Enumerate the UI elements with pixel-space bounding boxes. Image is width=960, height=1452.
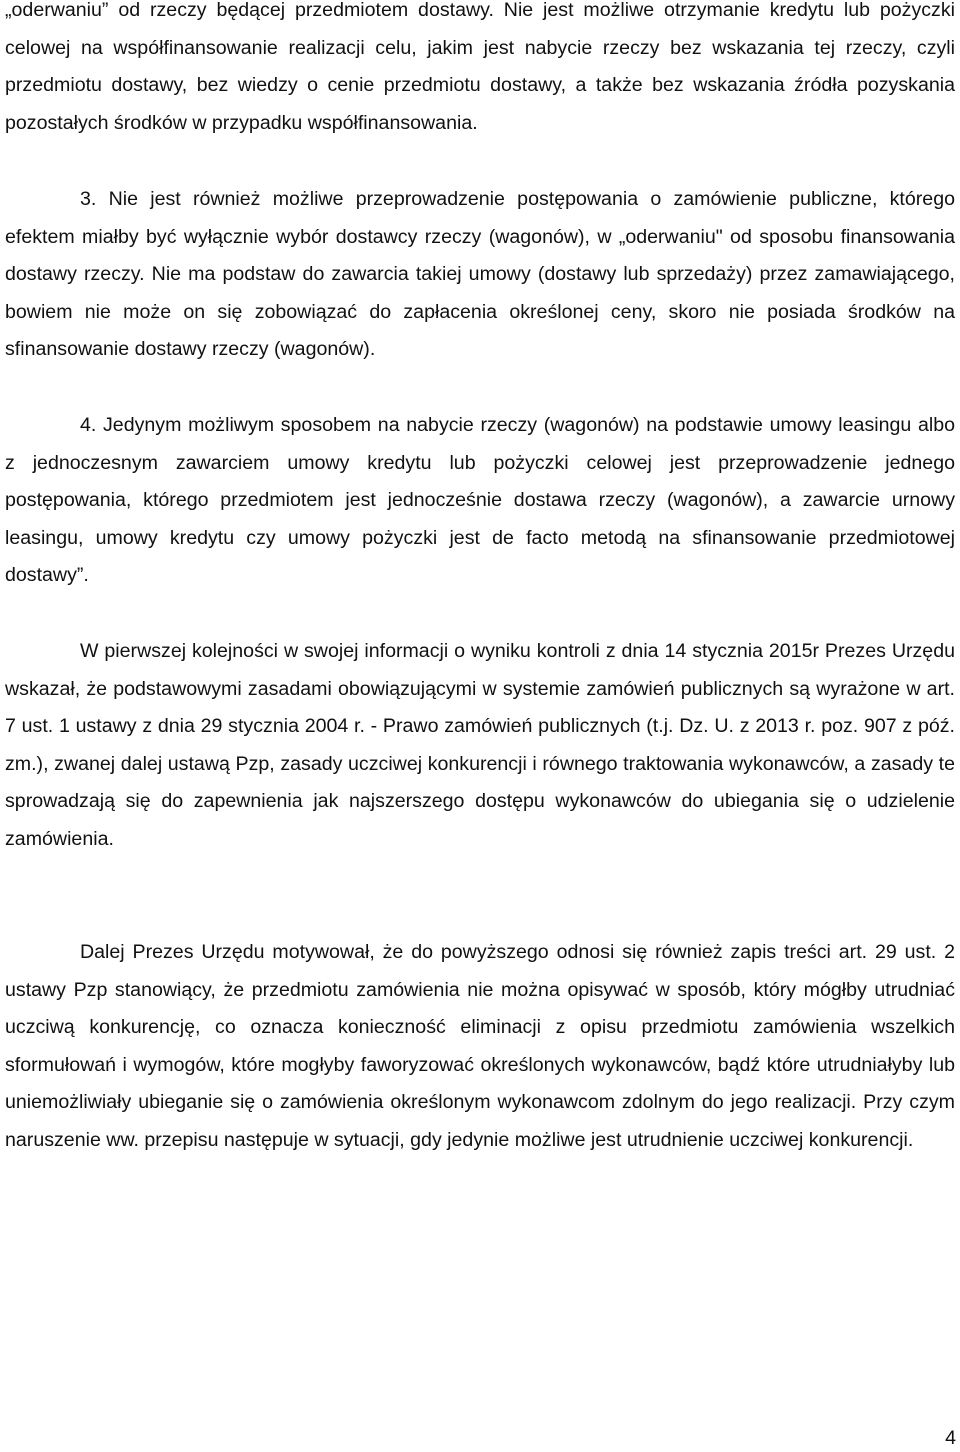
paragraph-president-reasoning: Dalej Prezes Urzędu motywował, że do powyższego odnosi się również zapis treści art. 29 ust. 2 ustawy Pzp stanowiący, że przedmiotu zamówienia nie można opisywać w sposób, który mógłby utrudniać uczciwą konkurencję, co oznacza konieczność eliminacji z opisu przedmiotu zamówienia wszelkich sformułowań i wymogów, które mogłyby faworyzować określonych wykonawców, bądź które utrudniałyby lub uniemożliwiały ubieganie się o zamówienia określonym wykonawcom zdolnym do jego realizacji. Przy czym naruszenie ww. przepisu następuje w sytuacji, gdy jedynie możliwe jest utrudnienie uczciwej konkurencji. [5, 941, 955, 1151]
page-number: 4 [945, 1427, 956, 1449]
paragraph-continuation: „oderwaniu” od rzeczy będącej przedmiotem dostawy. Nie jest możliwe otrzymanie kredytu lub pożyczki celowej na współfinansowanie realizacji celu, jakim jest nabycie rzeczy bez wskazania tej rzeczy, czyli przedmiotu dostawy, bez wiedzy o cenie przedmiotu dostawy, a także bez wskazania źródła pozyskania pozostałych środków w przypadku współfinansowania. [5, 0, 955, 134]
paragraph-point-4: 4. Jedynym możliwym sposobem na nabycie rzeczy (wagonów) na podstawie umowy leasingu albo z jednoczesnym zawarciem umowy kredytu lub pożyczki celowej jest przeprowadzenie jednego postępowania, którego przedmiotem jest jednocześnie dostawa rzeczy (wagonów), a zawarcie urnowy leasingu, umowy kredytu czy umowy pożyczki jest de facto metodą na sfinansowanie przedmiotowej dostawy”. [5, 414, 955, 587]
paragraph-point-3: 3. Nie jest również możliwe przeprowadzenie postępowania o zamówienie publiczne, którego efektem miałby być wyłącznie wybór dostawcy rzeczy (wagonów), w „oderwaniu" od sposobu finansowania dostawy rzeczy. Nie ma podstaw do zawarcia takiej umowy (dostawy lub sprzedaży) przez zamawiającego, bowiem nie może on się zobowiązać do zapłacenia określonej ceny, skoro nie posiada środków na sfinansowanie dostawy rzeczy (wagonów). [5, 188, 955, 361]
paragraph-inspection-info: W pierwszej kolejności w swojej informacji o wyniku kontroli z dnia 14 stycznia 2015r Prezes Urzędu wskazał, że podstawowymi zasadami obowiązującymi w systemie zamówień publicznych są wyrażone w art. 7 ust. 1 ustawy z dnia 29 stycznia 2004 r. - Prawo zamówień publicznych (t.j. Dz. U. z 2013 r. poz. 907 z póź. zm.), zwanej dalej ustawą Pzp, zasady uczciwej konkurencji i równego traktowania wykonawców, a zasady te sprowadzają się do zapewnienia jak najszerszego dostępu wykonawców do ubiegania się o udzielenie zamówienia. [5, 640, 955, 850]
